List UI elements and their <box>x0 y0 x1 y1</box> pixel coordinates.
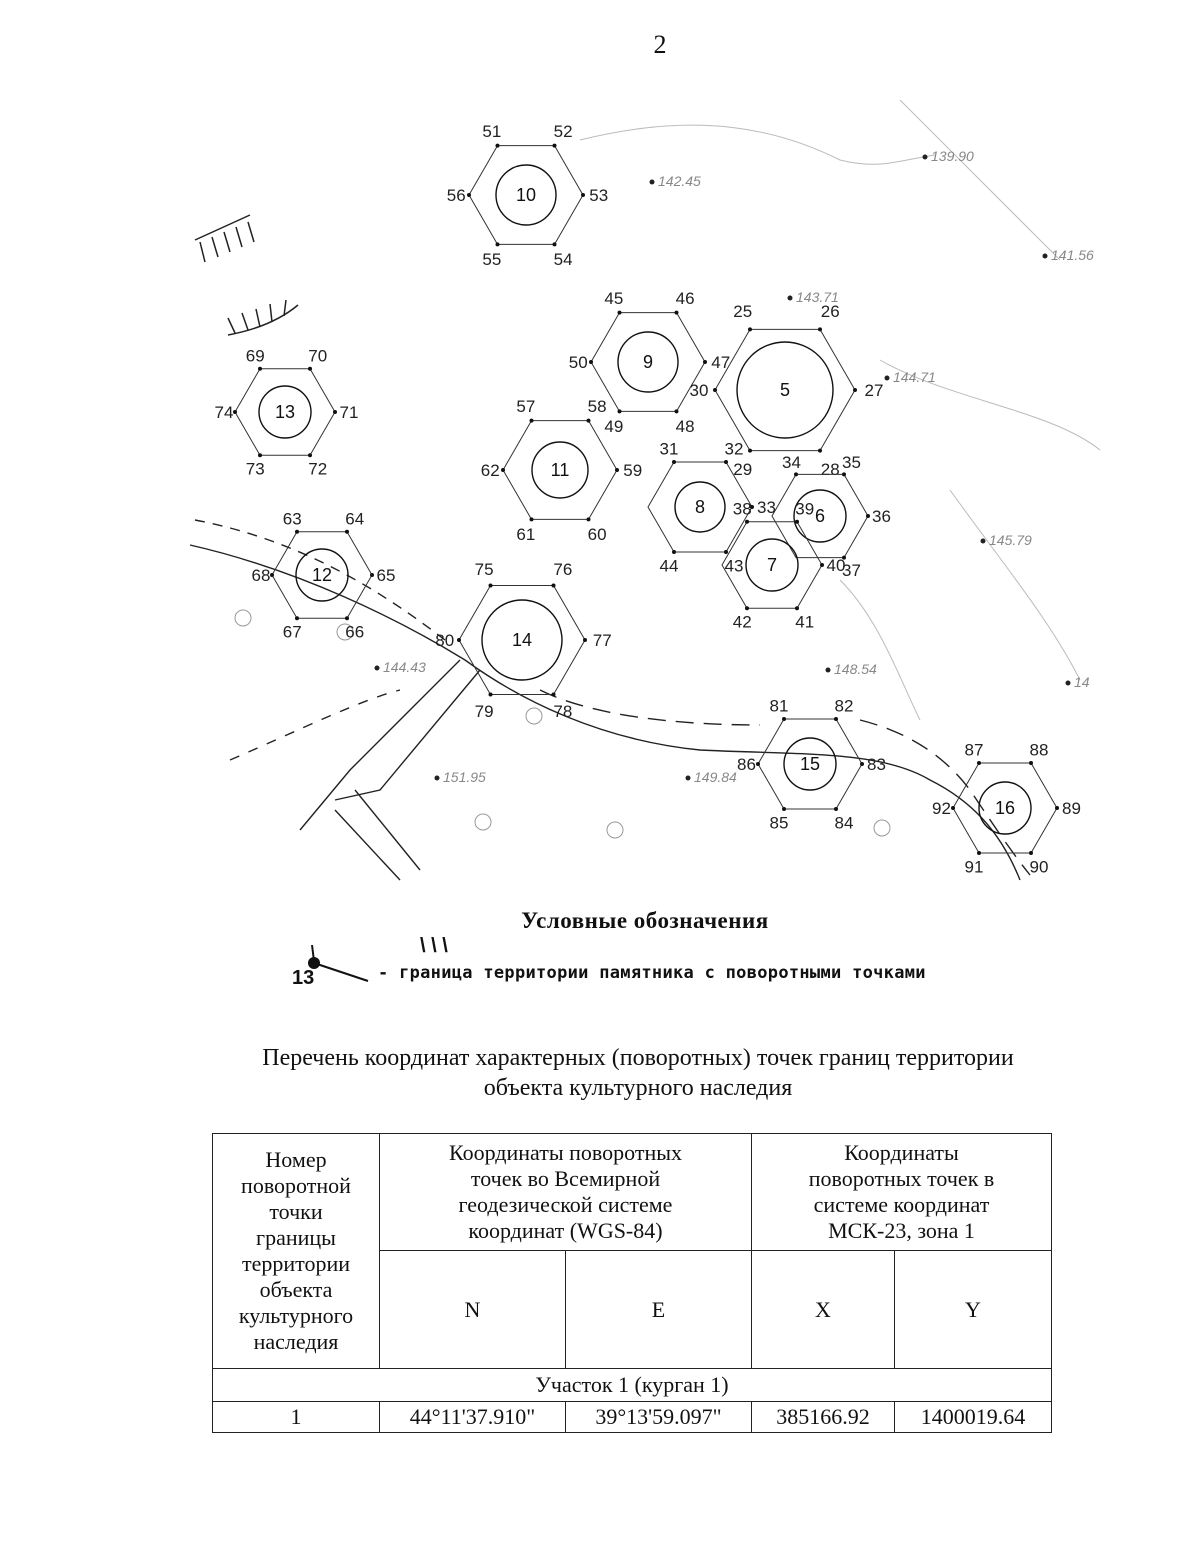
turning-point <box>345 530 349 534</box>
turning-point <box>270 573 274 577</box>
elevation-label: 141.56 <box>1051 247 1094 263</box>
elevation-point <box>923 155 928 160</box>
elevation-label: 142.45 <box>658 173 701 189</box>
elevation-point <box>788 296 793 301</box>
slope-hatch <box>195 215 298 335</box>
turning-point-label: 43 <box>724 556 744 576</box>
turning-point-label: 44 <box>659 556 679 576</box>
turning-point <box>842 472 846 476</box>
turning-point <box>308 453 312 457</box>
mound-15 <box>737 696 886 832</box>
turning-point <box>530 517 534 521</box>
turning-point-label: 65 <box>376 566 396 585</box>
turning-point <box>496 242 500 246</box>
mound-13 <box>215 347 359 479</box>
elevation-point <box>375 666 380 671</box>
mound-number: 16 <box>994 798 1016 818</box>
turning-point <box>675 409 679 413</box>
mound-16 <box>932 740 1081 876</box>
elevation-label: 144.71 <box>893 369 936 385</box>
turning-point <box>795 520 799 524</box>
turning-point-label: 35 <box>842 452 861 472</box>
turning-point <box>951 806 955 810</box>
turning-point <box>553 242 557 246</box>
turning-point-label: 83 <box>867 755 886 774</box>
turning-point-label: 58 <box>587 396 607 416</box>
turning-point <box>457 638 461 642</box>
legend-text: - граница территории памятника с поворотными точками <box>378 963 926 983</box>
turning-point-label: 48 <box>675 417 695 437</box>
turning-point <box>794 472 798 476</box>
turning-point-label: 31 <box>659 439 679 459</box>
turning-point-label: 59 <box>623 461 643 480</box>
turning-point-label: 81 <box>769 696 789 716</box>
turning-point-label: 92 <box>932 799 951 818</box>
elevation-point <box>435 776 440 781</box>
mound-10 <box>447 122 608 269</box>
mound-number: 12 <box>311 565 333 585</box>
turning-point <box>583 638 587 642</box>
cell-y: 1400019.64 <box>895 1402 1052 1433</box>
turning-point-label: 77 <box>592 631 612 650</box>
turning-point <box>748 449 752 453</box>
turning-point <box>587 419 591 423</box>
turning-point <box>748 327 752 331</box>
turning-point <box>345 616 349 620</box>
turning-point-label: 73 <box>245 459 265 479</box>
turning-point <box>258 453 262 457</box>
turning-point <box>1029 851 1033 855</box>
turning-point <box>853 388 857 392</box>
turning-point-label: 53 <box>589 186 609 205</box>
elevation-point <box>826 668 831 673</box>
elevation-label: 145.79 <box>989 532 1032 548</box>
turning-point <box>724 460 728 464</box>
turning-point <box>745 520 749 524</box>
cell-e: 39°13'59.097" <box>566 1402 752 1433</box>
turning-point-label: 91 <box>964 857 984 877</box>
list-title <box>0 1043 1200 1103</box>
turning-point-label: 54 <box>553 250 573 270</box>
turning-point-label: 52 <box>553 121 573 141</box>
list-title-line1: Перечень координат характерных (поворотных) точек границ территории <box>262 1045 1014 1071</box>
cell-x: 385166.92 <box>752 1402 895 1433</box>
turning-point-label: 89 <box>1062 799 1081 818</box>
turning-point-label: 28 <box>820 459 840 479</box>
turning-point <box>370 573 374 577</box>
turning-point <box>713 388 717 392</box>
turning-point-label: 55 <box>482 250 502 270</box>
turning-point-label: 88 <box>1029 740 1049 760</box>
elevation-point <box>686 776 691 781</box>
header-point-number: Номер поворотной точки границы территории объекта культурного наследия <box>213 1134 380 1369</box>
turning-point-label: 62 <box>480 461 500 480</box>
turning-point <box>530 419 534 423</box>
elevation-point <box>1043 254 1048 259</box>
turning-point-label: 38 <box>732 499 752 519</box>
turning-point-label: 42 <box>732 612 752 632</box>
elevation-label: 139.90 <box>931 148 974 164</box>
turning-point <box>333 410 337 414</box>
turning-point <box>795 606 799 610</box>
coordinates-table <box>212 1133 1052 1433</box>
turning-point <box>756 762 760 766</box>
page-number: 2 <box>653 30 667 59</box>
turning-point-label: 82 <box>834 696 854 716</box>
mound-number: 14 <box>511 630 533 650</box>
elevation-label: 148.54 <box>834 661 877 677</box>
header-n: N <box>380 1251 566 1369</box>
turning-point <box>782 807 786 811</box>
turning-point-label: 87 <box>964 740 984 760</box>
turning-point <box>552 693 556 697</box>
legend-ticks: \ \ \ <box>420 935 448 957</box>
header-x: X <box>752 1251 895 1369</box>
turning-point-label: 69 <box>245 346 265 366</box>
elevation-point <box>650 180 655 185</box>
header-wgs84: Координаты поворотных точек во Всемирной геодезической системе координат (WGS-84) <box>380 1134 752 1251</box>
turning-point-label: 36 <box>872 507 891 526</box>
turning-point <box>672 460 676 464</box>
turning-point <box>308 367 312 371</box>
turning-point-label: 61 <box>516 525 536 545</box>
cell-n: 44°11'37.910" <box>380 1402 566 1433</box>
turning-point-label: 39 <box>795 499 815 519</box>
turning-point-label: 71 <box>339 403 359 422</box>
turning-point-label: 63 <box>282 509 302 529</box>
survey-circles <box>235 610 890 838</box>
turning-point <box>295 616 299 620</box>
turning-point <box>818 449 822 453</box>
turning-point <box>724 550 728 554</box>
turning-point-label: 34 <box>782 452 801 472</box>
turning-point <box>496 144 500 148</box>
legend-title: Условные обозначения <box>521 908 769 933</box>
elevation-point <box>885 376 890 381</box>
turning-point-label: 76 <box>553 560 573 580</box>
turning-point-label: 37 <box>842 561 861 581</box>
turning-point-label: 51 <box>482 121 502 141</box>
elevation-label: 149.84 <box>694 769 737 785</box>
turning-point <box>818 327 822 331</box>
mound-number: 7 <box>766 555 778 575</box>
turning-point <box>703 360 707 364</box>
turning-point-label: 29 <box>733 459 753 479</box>
turning-point-label: 84 <box>834 813 854 833</box>
turning-point-label: 25 <box>733 302 753 322</box>
table-row <box>213 1402 1052 1433</box>
turning-point <box>489 583 493 587</box>
turning-point <box>834 717 838 721</box>
mound-number: 5 <box>779 380 791 400</box>
turning-point <box>467 193 471 197</box>
turning-point <box>675 311 679 315</box>
turning-point-label: 80 <box>435 631 455 650</box>
elevation-label: 143.71 <box>796 289 839 305</box>
turning-point-label: 60 <box>587 525 607 545</box>
turning-point <box>589 360 593 364</box>
turning-point-label: 47 <box>711 353 731 372</box>
turning-point-label: 75 <box>474 560 494 580</box>
turning-point-label: 74 <box>214 403 234 422</box>
turning-point <box>1029 761 1033 765</box>
turning-point-label: 45 <box>604 288 624 308</box>
turning-point <box>782 717 786 721</box>
turning-point-label: 85 <box>769 813 789 833</box>
turning-point <box>501 468 505 472</box>
turning-point-label: 40 <box>826 556 846 575</box>
turning-point-label: 50 <box>568 353 588 372</box>
turning-point <box>834 807 838 811</box>
turning-point <box>618 311 622 315</box>
turning-point <box>587 517 591 521</box>
turning-point <box>295 530 299 534</box>
turning-point <box>618 409 622 413</box>
cell-num: 1 <box>213 1402 380 1433</box>
turning-point-label: 30 <box>689 381 709 400</box>
turning-point-label: 72 <box>308 459 328 479</box>
turning-point-label: 33 <box>757 498 776 517</box>
turning-point <box>866 514 870 518</box>
mound-8 <box>648 439 776 575</box>
turning-point <box>233 410 237 414</box>
turning-point-label: 70 <box>308 346 328 366</box>
turning-point <box>489 693 493 697</box>
turning-point-label: 32 <box>724 439 744 459</box>
mound-number: 13 <box>274 402 296 422</box>
header-e: E <box>566 1251 752 1369</box>
legend-symbol-label: 13 <box>292 967 315 989</box>
turning-point <box>615 468 619 472</box>
turning-point <box>258 367 262 371</box>
mound-number: 8 <box>694 497 706 517</box>
turning-point-label: 27 <box>864 381 884 400</box>
turning-point <box>581 193 585 197</box>
turning-point <box>860 762 864 766</box>
turning-point-label: 67 <box>282 622 302 642</box>
section-label: Участок 1 (курган 1) <box>213 1369 1052 1402</box>
mound-number: 11 <box>550 460 570 480</box>
legend-row <box>292 935 1060 995</box>
turning-point <box>820 563 824 567</box>
elevation-label: 144.43 <box>383 659 426 675</box>
turning-point-label: 68 <box>251 566 271 585</box>
header-msk23: Координаты поворотных точек в системе координат МСК-23, зона 1 <box>752 1134 1052 1251</box>
turning-point <box>552 583 556 587</box>
turning-point-label: 49 <box>604 417 624 437</box>
turning-point-label: 78 <box>553 701 573 721</box>
mound-number: 6 <box>814 506 826 526</box>
elevation-point <box>981 539 986 544</box>
contour-lines <box>580 100 1100 720</box>
elevation-label: 14 <box>1074 674 1090 690</box>
turning-point-label: 66 <box>345 622 365 642</box>
mound-number: 15 <box>799 754 821 774</box>
turning-point-label: 56 <box>446 186 466 205</box>
mound-number: 9 <box>642 352 654 372</box>
header-y: Y <box>895 1251 1052 1369</box>
turning-point-label: 64 <box>345 509 365 529</box>
list-title-line2: объекта культурного наследия <box>483 1075 793 1101</box>
turning-point <box>977 761 981 765</box>
turning-point-label: 46 <box>675 288 695 308</box>
turning-point <box>745 606 749 610</box>
mound-12 <box>252 510 396 642</box>
turning-point-label: 90 <box>1029 857 1049 877</box>
mound-number: 10 <box>515 185 537 205</box>
elevation-point <box>1066 681 1071 686</box>
turning-point-label: 57 <box>516 396 536 416</box>
turning-point-label: 41 <box>795 612 815 632</box>
turning-point-label: 79 <box>474 701 494 721</box>
turning-point-label: 86 <box>737 755 756 774</box>
turning-point-label: 26 <box>820 302 840 322</box>
turning-point <box>1055 806 1059 810</box>
turning-point <box>553 144 557 148</box>
turning-point <box>977 851 981 855</box>
turning-point <box>672 550 676 554</box>
elevation-label: 151.95 <box>443 769 486 785</box>
